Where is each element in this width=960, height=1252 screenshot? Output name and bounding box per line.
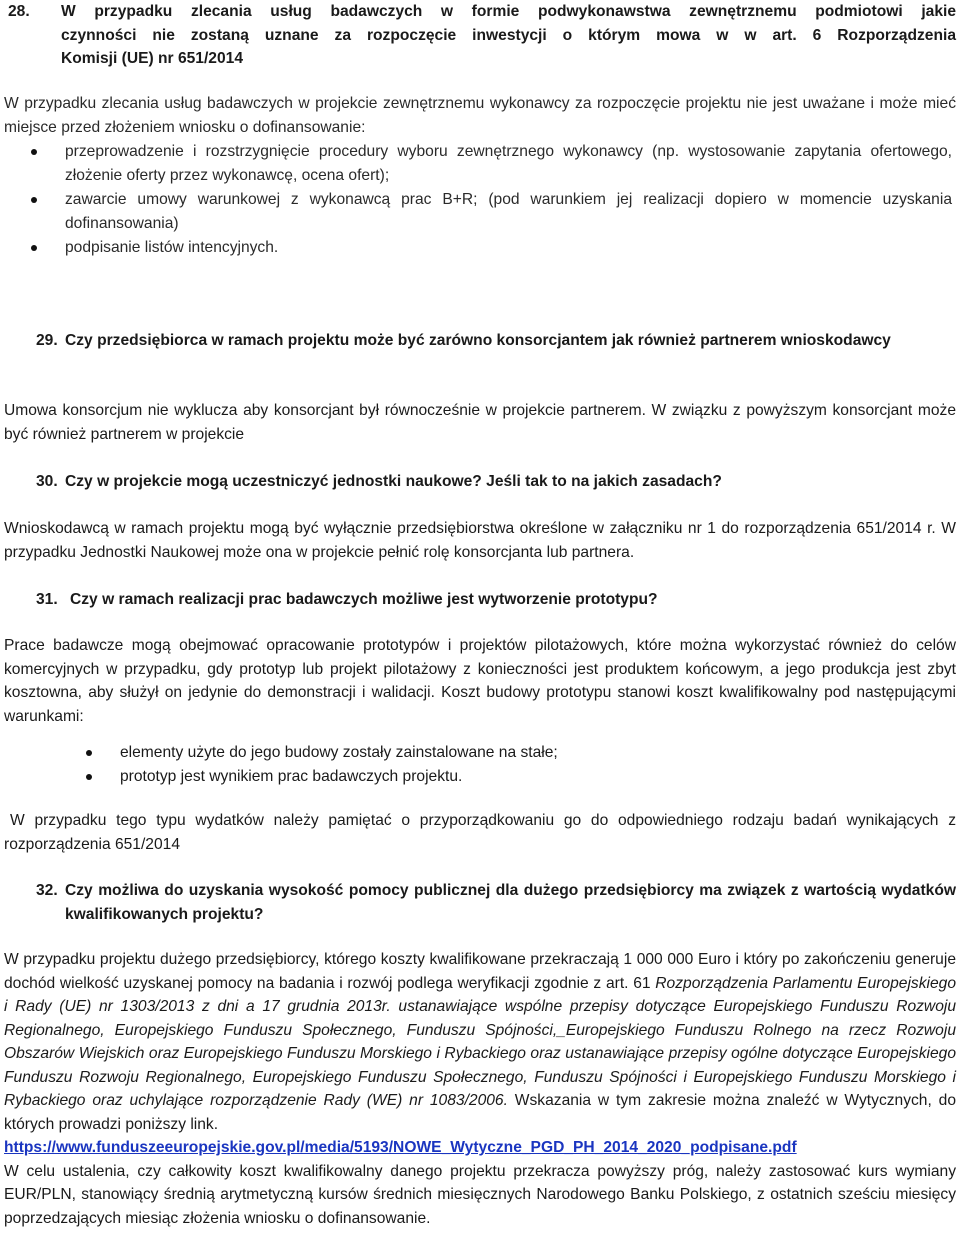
answer-paragraph: W celu ustalenia, czy całkowity koszt kwalifikowalny danego projektu przekracza powyższy próg, należy zastosować kurs wymiany EUR/PLN, stanowiący średnią arytmetyczną kursów średnich miesięcznych Narodowego Banku Polskiego, z ostatnich sześciu miesięcy poprzedzających miesiąc złożenia wniosku o dofinansowanie. (4, 1162, 956, 1227)
question-31-closing (4, 809, 956, 856)
answer-text: Wskazania w tym zakresie można znaleźć w Wytycznych, do których prowadzi poniższy link. (4, 1092, 957, 1133)
guidelines-link[interactable]: https://www.funduszeeuropejskie.gov.pl/media/5193/NOWE_Wytyczne_PGD_PH_2014_2020_podpisane.pdf (4, 1139, 797, 1156)
question-31-bullets (0, 741, 956, 789)
list-item: przeprowadzenie i rozstrzygnięcie procedury wyboru zewnętrznego wykonawcy (np. wystosowanie zapytania ofertowego, złożenie oferty przez wykonawcę, ocena ofert); (0, 140, 956, 188)
question-29-heading (4, 329, 956, 353)
question-number: 29. (36, 332, 58, 349)
question-title: Czy przedsiębiorca w ramach projektu może być zarówno konsorcjantem jak również partnerem wnioskodawcy (65, 332, 891, 349)
question-30-answer (4, 517, 956, 564)
answer-paragraph: Umowa konsorcjum nie wyklucza aby konsorcjant był równocześnie w projekcie partnerem. W związku z powyższym konsorcjant może być również partnerem w projekcie (4, 402, 956, 443)
list-item: podpisanie listów intencyjnych. (0, 236, 956, 260)
question-title: Czy możliwa do uzyskania wysokość pomocy publicznej dla dużego przedsiębiorcy ma związek z wartością wydatków kwalifikowanych projektu? (65, 882, 956, 923)
link-line (4, 1136, 956, 1160)
answer-paragraph: W przypadku tego typu wydatków należy pamiętać o przyporządkowaniu go do odpowiedniego rodzaju badań wynikających z rozporządzenia 651/2014 (4, 812, 956, 853)
question-title-line: czynności nie zostaną uznane za rozpoczęcie inwestycji o którym mowa w w art. 6 Rozporządzenia (61, 26, 956, 44)
question-title: Czy w projekcie mogą uczestniczyć jednostki naukowe? Jeśli tak to na jakich zasadach? (65, 473, 722, 490)
answer-paragraph: Prace badawcze mogą obejmować opracowanie prototypów i projektów pilotażowych, które można wykorzystać również do celów komercyjnych w przypadku, gdy prototyp lub projekt pilotażowy z konieczności jest produktem końcowym, a jego produkcja jest zbyt kosztowna, aby służył on jedynie do demonstracji i walidacji. Koszt budowy prototypu stanowi koszt kwalifikowalny pod następującymi warunkami: (4, 637, 956, 725)
question-31-answer (4, 634, 956, 728)
question-number: 31. (36, 591, 58, 608)
question-number: 30. (36, 473, 58, 490)
bullet-icon (31, 149, 37, 155)
question-32-answer (4, 948, 956, 1230)
answer-paragraph: Wnioskodawcą w ramach projektu mogą być wyłącznie przedsiębiorstwa określone w załączniku nr 1 do rozporządzenia 651/2014 r. W przypadku Jednostki Naukowej może ona w projekcie pełnić rolę konsorcjanta lub partnera. (4, 520, 956, 561)
question-title-line: W przypadku zlecania usług badawczych w formie podwykonawstwa zewnętrznemu podmiotowi jakie (61, 3, 956, 20)
question-31-heading (4, 588, 956, 612)
list-item: zawarcie umowy warunkowej z wykonawcą prac B+R; (pod warunkiem jej realizacji dopiero w momencie uzyskania dofinansowania) (0, 188, 956, 236)
bullet-icon (31, 197, 37, 203)
question-29-answer (4, 399, 956, 446)
list-item: prototyp jest wynikiem prac badawczych projektu. (0, 765, 956, 789)
bullet-icon (86, 750, 92, 756)
question-28-bullets (0, 140, 956, 260)
question-28-answer (4, 92, 956, 139)
question-30-heading (4, 470, 956, 494)
question-number: 32. (36, 882, 58, 899)
bullet-icon (86, 774, 92, 780)
regulation-citation: Rozporządzenia Parlamentu Europejskiego i Rady (UE) nr 1303/2013 z dni a 17 grudnia 2013r. ustanawiające wspólne przepisy dotyczące Europejskiego Funduszu Rozwoju Regionalnego, Europejskiego Funduszu Społecznego, Funduszu Spójności,_Europejskiego Funduszu Rolnego na rzecz Rozwoju Obszarów Wiejskich oraz Europejskiego Funduszu Morskiego i Rybackiego oraz ustanawiające przepisy ogólne dotyczące Europejskiego Funduszu Rozwoju Regionalnego, Europejskiego Funduszu Społecznego, Funduszu Spójności i Europejskiego Funduszu Morskiego i Rybackiego oraz uchylające rozporządzenie Rady (WE) nr 1083/2006. (4, 974, 957, 1109)
bullet-icon (31, 245, 37, 251)
list-item: elementy użyte do jego budowy zostały zainstalowane na stałe; (0, 741, 956, 765)
answer-paragraph (4, 948, 956, 1136)
question-title-line: Komisji (UE) nr 651/2014 (61, 50, 244, 67)
question-title: Czy w ramach realizacji prac badawczych możliwe jest wytworzenie prototypu? (70, 591, 658, 608)
question-28-heading (4, 0, 956, 71)
answer-paragraph: W przypadku zlecania usług badawczych w projekcie zewnętrznemu wykonawcy za rozpoczęcie projektu nie jest uważane i może mieć miejsce przed złożeniem wniosku o dofinansowanie: (4, 95, 956, 136)
question-32-heading (4, 879, 956, 926)
question-number: 28. (8, 3, 30, 20)
answer-text: W przypadku projektu dużego przedsiębiorcy, którego koszty kwalifikowane przekraczają 1 000 000 Euro i który po zakończeniu generuje dochód wielkość uzyskanej pomocy na badania i rozwój podlega weryfikacji zgodnie z art. 61 (4, 951, 956, 992)
